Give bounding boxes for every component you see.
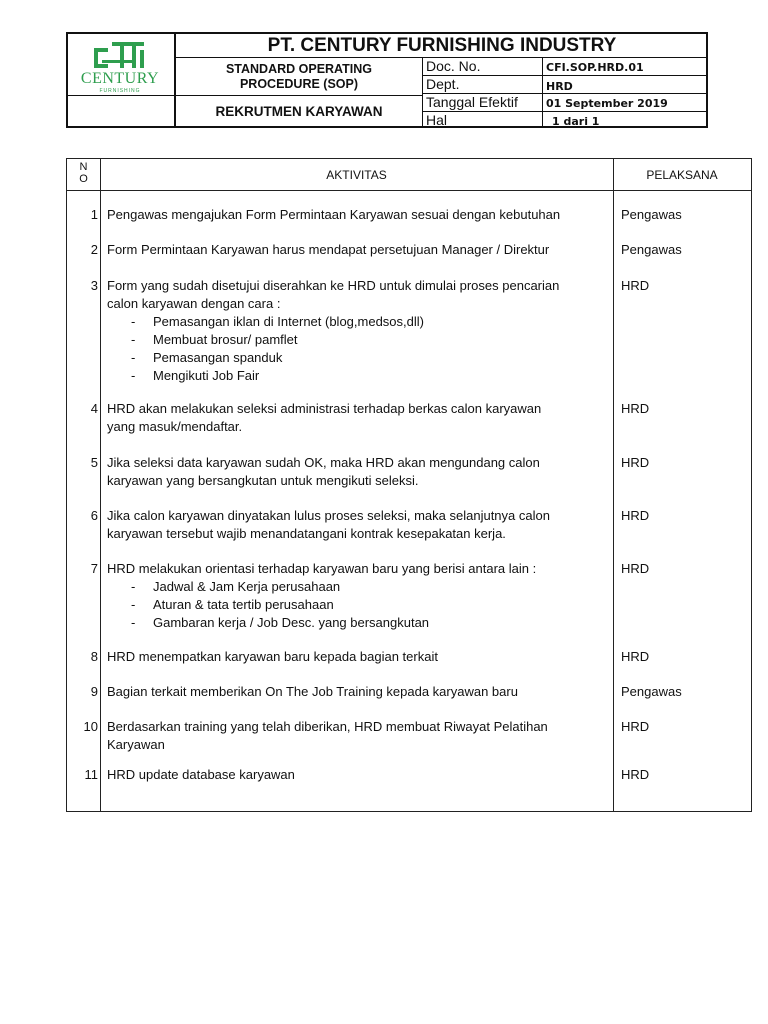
executor-text: HRD: [621, 649, 650, 664]
activity-text: Pengawas mengajukan Form Permintaan Karyawan sesuai dengan kebutuhan: [107, 207, 561, 222]
executor-text: HRD: [621, 401, 650, 416]
activity-line: Jika seleksi data karyawan sudah OK, maka HRD akan mengundang calon: [107, 455, 540, 470]
divider: [422, 111, 708, 112]
row-number: 2: [90, 242, 98, 257]
row-number: 4: [90, 401, 98, 416]
activity-text: [107, 507, 617, 543]
meta-value-doc-no: CFI.SOP.HRD.01: [546, 61, 644, 74]
header-executor: PELAKSANA: [646, 168, 718, 182]
procedure-table: [66, 158, 752, 812]
row-number: 6: [90, 508, 98, 523]
bullet-item: - Aturan & tata tertib perusahaan: [107, 596, 617, 614]
activity-line: Karyawan: [107, 737, 165, 752]
activity-line: HRD melakukan orientasi terhadap karyawan baru yang berisi antara lain :: [107, 561, 537, 576]
meta-label-effective-date: Tanggal Efektif: [426, 94, 518, 110]
logo-name: CENTURY: [80, 70, 160, 87]
row-number: 3: [90, 278, 98, 293]
row-number: 11: [84, 767, 98, 782]
row-number: 9: [90, 684, 98, 699]
activity-line: Form yang sudah disetujui diserahkan ke HRD untuk dimulai proses pencarian: [107, 278, 560, 293]
sop-line-2: PROCEDURE (SOP): [239, 77, 359, 91]
meta-label-page: Hal: [426, 112, 448, 128]
activity-text: [107, 718, 617, 754]
bullet-item: - Pemasangan iklan di Internet (blog,medsos,dll): [107, 313, 617, 331]
sop-line-1: STANDARD OPERATING: [225, 62, 373, 76]
activity-text: [107, 560, 617, 632]
bullet-item: - Membuat brosur/ pamflet: [107, 331, 617, 349]
bullet-list: [107, 578, 617, 632]
header-divider: [67, 190, 751, 191]
meta-value-dept: HRD: [546, 80, 573, 93]
document-header: [66, 32, 708, 128]
activity-text: [107, 277, 617, 385]
bullet-item: - Gambaran kerja / Job Desc. yang bersangkutan: [107, 614, 617, 632]
activity-text: HRD update database karyawan: [107, 767, 295, 782]
row-number: 8: [90, 649, 98, 664]
executor-text: HRD: [621, 508, 650, 523]
meta-value-effective-date: 01 September 2019: [546, 97, 668, 110]
activity-text: [107, 454, 617, 490]
row-number: 10: [83, 719, 98, 734]
activity-text: Bagian terkait memberikan On The Job Training kepada karyawan baru: [107, 684, 518, 699]
activity-text: HRD menempatkan karyawan baru kepada bagian terkait: [107, 649, 438, 664]
activity-line: HRD akan melakukan seleksi administrasi terhadap berkas calon karyawan: [107, 401, 542, 416]
document-title: REKRUTMEN KARYAWAN: [215, 104, 383, 119]
meta-value-page: 1 dari 1: [552, 115, 600, 128]
activity-line: calon karyawan dengan cara :: [107, 296, 281, 311]
activity-line: karyawan yang bersangkutan untuk mengikuti seleksi.: [107, 473, 419, 488]
meta-label-doc-no: Doc. No.: [426, 58, 481, 74]
executor-text: Pengawas: [621, 207, 682, 222]
executor-text: HRD: [621, 719, 650, 734]
bullet-item: - Pemasangan spanduk: [107, 349, 617, 367]
bullet-item: - Mengikuti Job Fair: [107, 367, 617, 385]
row-number: 1: [90, 207, 98, 222]
row-number: 7: [90, 561, 98, 576]
executor-text: HRD: [621, 278, 650, 293]
header-no-line-2: O: [79, 173, 88, 185]
activity-text: [107, 400, 617, 436]
divider: [422, 75, 708, 76]
meta-label-dept: Dept.: [426, 76, 460, 92]
activity-text: Form Permintaan Karyawan harus mendapat persetujuan Manager / Direktur: [107, 242, 550, 257]
activity-line: Berdasarkan training yang telah diberikan, HRD membuat Riwayat Pelatihan: [107, 719, 548, 734]
bullet-item: - Jadwal & Jam Kerja perusahaan: [107, 578, 617, 596]
header-no-line-1: N: [79, 161, 88, 173]
company-name: PT. CENTURY FURNISHING INDUSTRY: [267, 35, 617, 56]
executor-text: Pengawas: [621, 684, 682, 699]
sop-label: [176, 59, 422, 96]
activity-line: yang masuk/mendaftar.: [107, 419, 243, 434]
activity-line: Jika calon karyawan dinyatakan lulus proses seleksi, maka selanjutnya calon: [107, 508, 550, 523]
activity-line: karyawan tersebut wajib menandatangani kontrak kesepakatan kerja.: [107, 526, 506, 541]
bullet-list: [107, 313, 617, 385]
logo-tagline: FURNISHING: [99, 88, 141, 94]
column-divider: [100, 159, 101, 811]
executor-text: HRD: [621, 455, 650, 470]
executor-text: HRD: [621, 767, 650, 782]
executor-text: Pengawas: [621, 242, 682, 257]
executor-text: HRD: [621, 561, 650, 576]
header-no: [67, 161, 100, 185]
row-number: 5: [90, 455, 98, 470]
header-activity: AKTIVITAS: [326, 168, 387, 182]
